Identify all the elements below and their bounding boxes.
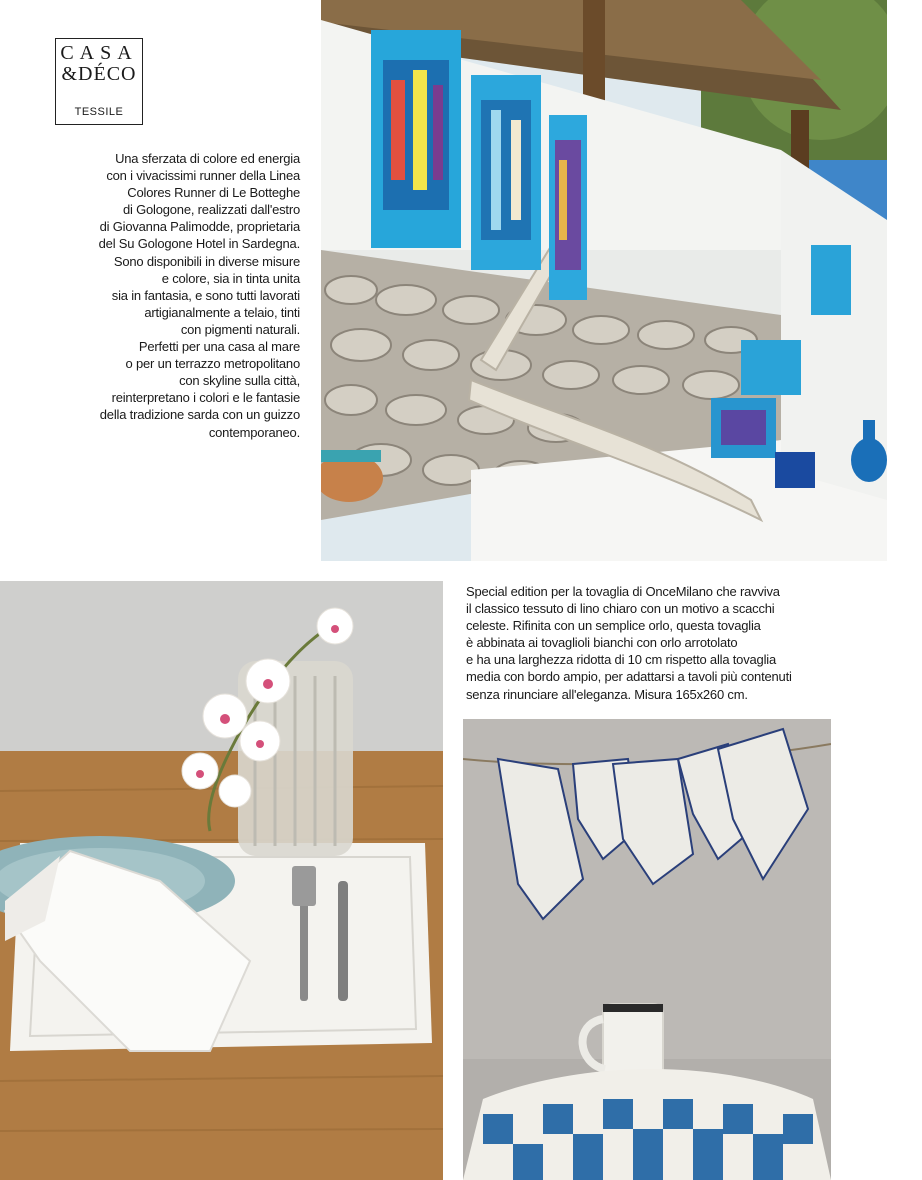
- intro-line: del Su Gologone Hotel in Sardegna.: [98, 236, 300, 252]
- caption-line: e ha una larghezza ridotta di 10 cm rispetto alla tovaglia: [466, 652, 776, 668]
- intro-line: Perfetti per una casa al mare: [138, 339, 300, 355]
- intro-line: o per un terrazzo metropolitano: [125, 356, 300, 372]
- caption-line: senza rinunciare all'eleganza. Misura 165x260 cm.: [466, 686, 748, 702]
- table-setting-photo: [0, 581, 443, 1180]
- intro-line: reinterpretano i colori e le fantasie: [111, 390, 300, 406]
- caption-line: celeste. Rifinita con un semplice orlo, questa tovaglia: [466, 618, 761, 634]
- intro-line: e colore, sia in tinta unita: [161, 270, 300, 286]
- intro-line: Colores Runner di Le Botteghe: [127, 185, 300, 201]
- tablecloth-caption: [466, 583, 846, 703]
- logo-casa: CASA: [60, 42, 138, 64]
- intro-paragraph: [60, 150, 300, 441]
- intro-line: con pigmenti naturali.: [180, 321, 300, 337]
- caption-line: il classico tessuto di lino chiaro con un motivo a scacchi: [466, 601, 775, 617]
- intro-line: della tradizione sarda con un guizzo: [99, 407, 300, 423]
- intro-line: contemporaneo.: [208, 424, 300, 440]
- intro-line: Sono disponibili in diverse misure: [113, 253, 300, 269]
- intro-line: con i vivacissimi runner della Linea: [106, 168, 300, 184]
- intro-line: Una sferzata di colore ed energia: [115, 151, 300, 166]
- caption-line: Special edition per la tovaglia di OnceMilano che ravviva: [466, 584, 780, 599]
- intro-line: di Gologone, realizzati dall'estro: [122, 202, 300, 218]
- caption-line: media con bordo ampio, per adattarsi a tavoli più contenuti: [466, 669, 792, 685]
- magazine-logo: [55, 38, 143, 125]
- intro-line: di Giovanna Palimodde, proprietaria: [99, 219, 300, 235]
- section-label: TESSILE: [74, 106, 124, 118]
- checkered-tablecloth-photo: [463, 719, 831, 1180]
- logo-deco: &DÉCO: [61, 63, 137, 85]
- intro-line: sia in fantasia, e sono tutti lavorati: [111, 287, 300, 303]
- intro-line: artigianalmente a telaio, tinti: [144, 304, 300, 320]
- caption-line: è abbinata ai tovaglioli bianchi con orlo arrotolato: [466, 635, 738, 651]
- intro-line: con skyline sulla città,: [179, 373, 300, 389]
- terrace-runners-photo: [321, 0, 887, 561]
